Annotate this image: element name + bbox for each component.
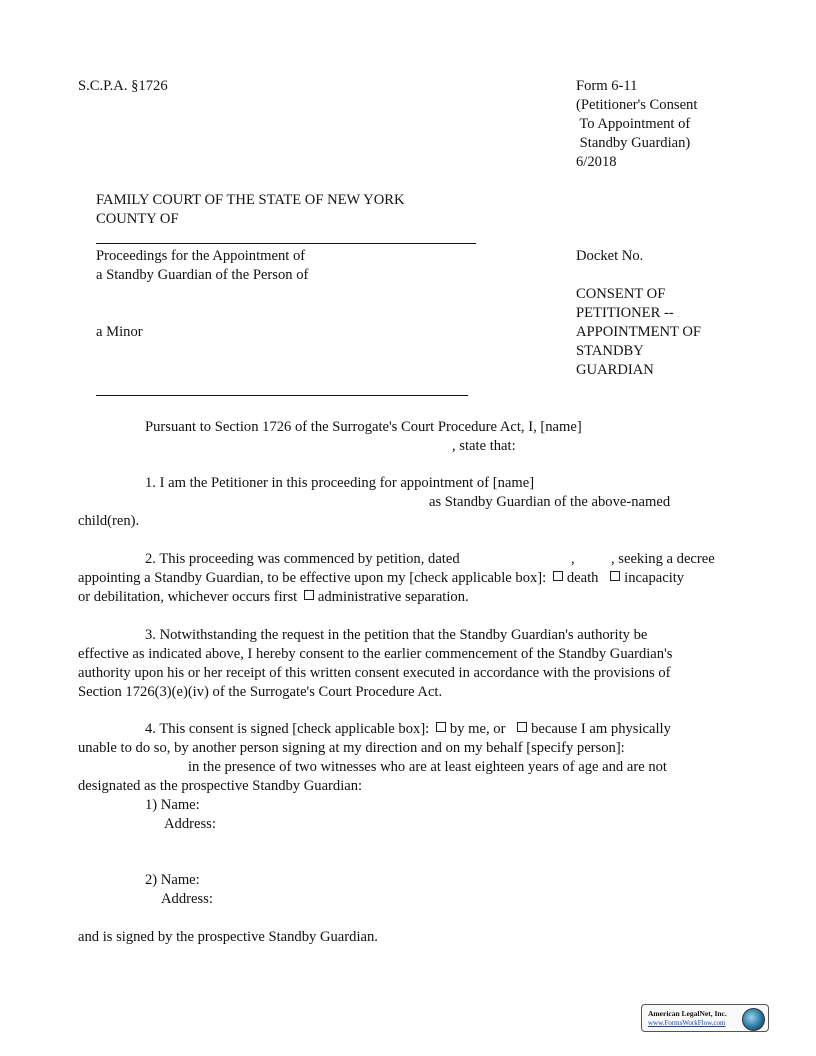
paragraph-4-line: in the presence of two witnesses who are at least eighteen years of age and are not — [188, 759, 667, 775]
logo-company-name: American LegalNet, Inc. — [648, 1009, 727, 1018]
intro-line: Pursuant to Section 1726 of the Surrogate's Court Procedure Act, I, [name] — [145, 419, 582, 435]
paragraph-2-line: , seeking a decree — [611, 551, 715, 567]
death-label: death — [566, 570, 599, 586]
form-number: Form 6-11 — [576, 78, 638, 94]
paragraph-2-options-line — [78, 588, 469, 607]
signed-by-another-checkbox[interactable] — [517, 722, 527, 732]
paragraph-2-options-line — [78, 569, 684, 588]
county-label: COUNTY OF — [96, 211, 179, 227]
caption-bottom-rule — [96, 395, 468, 396]
paragraph-3-line: 3. Notwithstanding the request in the petition that the Standby Guardian's authority be — [145, 627, 648, 643]
logo-website-link[interactable]: www.FormsWorkFlow.com — [648, 1019, 726, 1027]
caption-top-rule — [96, 243, 476, 244]
form-title-line: Standby Guardian) — [576, 135, 691, 151]
document-title-line: CONSENT OF — [576, 286, 666, 302]
paragraph-4-text: 4. This consent is signed [check applicable box]: — [145, 721, 430, 737]
paragraph-2-line: 2. This proceeding was commenced by petition, dated — [145, 551, 460, 567]
document-title-line: GUARDIAN — [576, 362, 654, 378]
form-title-line: To Appointment of — [576, 116, 691, 132]
paragraph-3-line: Section 1726(3)(e)(iv) of the Surrogate's Court Procedure Act. — [78, 684, 443, 700]
paragraph-3-line: authority upon his or her receipt of this written consent executed in accordance with the provisions of — [78, 665, 671, 681]
paragraph-2-text: or debilitation, whichever occurs first — [78, 589, 298, 605]
document-title-line: STANDBY — [576, 343, 644, 359]
paragraph-3-line: effective as indicated above, I hereby consent to the earlier commencement of the Standby Guardian's — [78, 646, 673, 662]
proceedings-line: a Standby Guardian of the Person of — [96, 267, 309, 283]
proceedings-line: Proceedings for the Appointment of — [96, 248, 306, 264]
american-legalnet-logo[interactable] — [641, 1004, 769, 1032]
incapacity-checkbox[interactable] — [610, 571, 620, 581]
intro-line: , state that: — [452, 438, 516, 454]
witness-1-name-label: 1) Name: — [145, 797, 200, 813]
signed-by-me-checkbox[interactable] — [436, 722, 446, 732]
paragraph-2-comma: , — [571, 551, 575, 567]
paragraph-2-text: appointing a Standby Guardian, to be effective upon my [check applicable box]: — [78, 570, 547, 586]
witness-1-address-label: Address: — [164, 816, 216, 832]
statute-reference: S.C.P.A. §1726 — [78, 78, 168, 94]
paragraph-1-line: as Standby Guardian of the above-named — [429, 494, 671, 510]
paragraph-4-line: designated as the prospective Standby Guardian: — [78, 778, 363, 794]
paragraph-1-line: 1. I am the Petitioner in this proceeding for appointment of [name] — [145, 475, 535, 491]
docket-label: Docket No. — [576, 248, 644, 264]
paragraph-4-line — [145, 720, 671, 739]
document-title-line: PETITIONER -- — [576, 305, 674, 321]
court-name: FAMILY COURT OF THE STATE OF NEW YORK — [96, 192, 405, 208]
witness-2-address-label: Address: — [161, 891, 213, 907]
death-checkbox[interactable] — [553, 571, 563, 581]
minor-label: a Minor — [96, 324, 143, 340]
witness-2-name-label: 2) Name: — [145, 872, 200, 888]
paragraph-4-line: unable to do so, by another person signing at my direction and on my behalf [specify person]: — [78, 740, 625, 756]
signed-by-me-label: by me, or — [449, 721, 506, 737]
signed-by-another-label: because I am physically — [531, 721, 671, 737]
form-date: 6/2018 — [576, 154, 617, 170]
globe-icon — [742, 1008, 765, 1031]
paragraph-1-line: child(ren). — [78, 513, 140, 529]
form-title-line: (Petitioner's Consent — [576, 97, 698, 113]
document-title-line: APPOINTMENT OF — [576, 324, 702, 340]
closing-line: and is signed by the prospective Standby Guardian. — [78, 929, 378, 945]
incapacity-label: incapacity — [624, 570, 685, 586]
administrative-separation-checkbox[interactable] — [304, 590, 314, 600]
administrative-separation-label: administrative separation. — [317, 589, 469, 605]
